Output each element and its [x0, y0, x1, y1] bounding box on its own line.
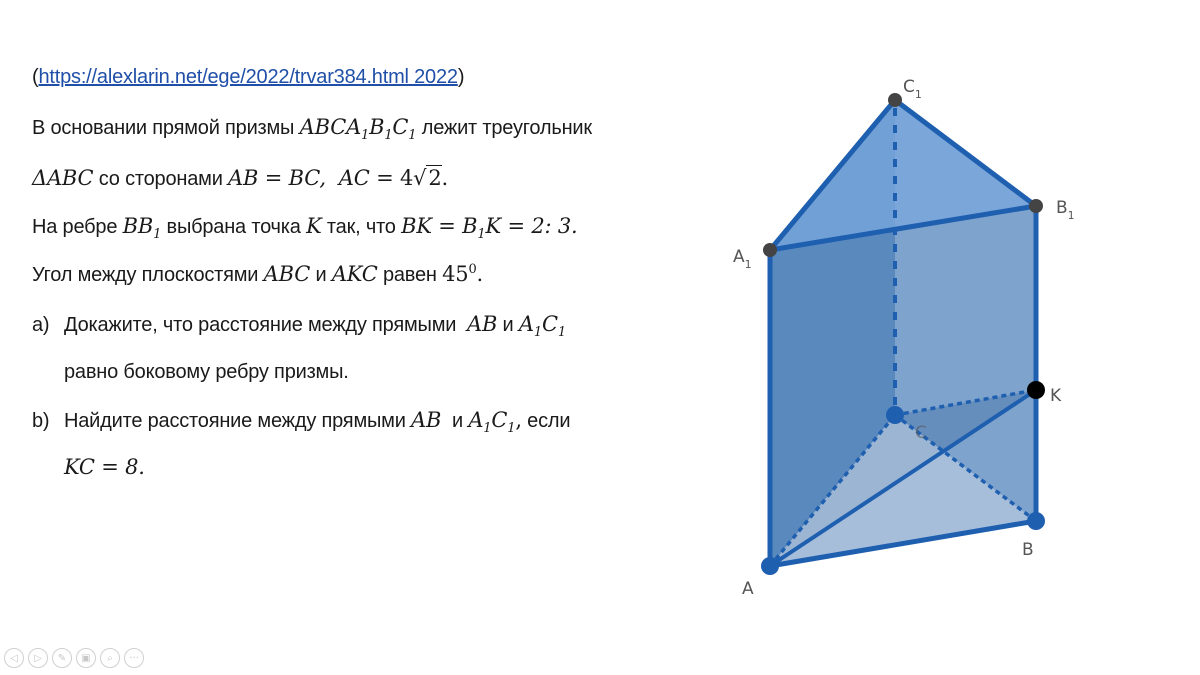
point-k-marker [1027, 381, 1045, 399]
triangle-name: ΔABC [32, 166, 94, 190]
item-b-cont: KC = 8. [64, 455, 145, 479]
item-b-text: Найдите расстояние между прямыми [64, 410, 406, 432]
next-icon[interactable]: ▷ [28, 648, 48, 668]
problem-line-4: Угол между плоскостями ABC и AKC равен $45^0$. [32, 262, 484, 286]
label-a: A [742, 579, 754, 599]
slides-icon[interactable]: ▣ [76, 648, 96, 668]
label-b1: $B_1$ [1056, 198, 1075, 222]
label-c: C [915, 423, 927, 443]
ratio: BK = $B_1K = 2$: 3. [401, 214, 578, 243]
line1-text: В основании прямой призмы [32, 117, 295, 139]
line2-text: со сторонами [98, 168, 223, 190]
problem-line-1 [32, 115, 592, 143]
label-a1: $A_1$ [733, 247, 752, 271]
line3-mid: выбрана точка [166, 216, 301, 238]
prism-name: $ABCA_1B_1C_1$ [299, 115, 417, 144]
label-b: B [1022, 540, 1034, 560]
problem-line-3 [32, 214, 578, 242]
item-a-text: Докажите, что расстояние между прямыми [64, 314, 457, 336]
line4-text: Угол между плоскостями [32, 264, 259, 286]
side-length: 4√2. [400, 166, 448, 190]
pen-icon[interactable]: ✎ [52, 648, 72, 668]
vertex-c [886, 406, 904, 424]
item-b: b) Найдите расстояние между прямыми AB и $A_1C_1$, если [32, 408, 571, 437]
point-k: K [306, 214, 322, 238]
line-ab: AB [466, 312, 498, 336]
more-icon[interactable]: ··· [124, 648, 144, 668]
item-a-marker: a) [32, 314, 50, 336]
item-b-end: если [527, 410, 571, 432]
slideshow-nav [4, 648, 144, 668]
item-a: a) Докажите, что расстояние между прямыми AB и $A_1C_1$ [32, 312, 566, 341]
label-c1: $C_1$ [903, 77, 922, 101]
problem-line-2 [32, 166, 448, 191]
vertex-a [761, 557, 779, 575]
prism-figure [700, 60, 1100, 620]
vertex-b1 [1029, 199, 1043, 213]
label-k: K [1050, 386, 1062, 406]
source-line: (https://alexlarin.net/ege/2022/trvar384.html 2022) [32, 66, 465, 88]
prev-icon[interactable]: ◁ [4, 648, 24, 668]
line-a1c1-b: $A_1C_1$ [468, 408, 516, 437]
angle-value: $45^0$. [442, 262, 484, 286]
zoom-icon[interactable]: ⌕ [100, 648, 120, 668]
plane-akc: AKC [331, 262, 378, 286]
source-link[interactable]: https://alexlarin.net/ege/2022/trvar384.html 2022 [38, 66, 458, 88]
edge-bb1: $BB_1$ [122, 214, 162, 243]
vertex-a1 [763, 243, 777, 257]
vertex-c1 [888, 93, 902, 107]
vertex-b [1027, 512, 1045, 530]
item-b-marker: b) [32, 410, 50, 432]
line1-end: лежит треугольник [421, 117, 592, 139]
line-ab-b: AB [411, 408, 442, 432]
line-a1c1: $A_1C_1$ [518, 312, 566, 341]
plane-abc: ABC [263, 262, 311, 286]
item-a-cont: равно боковому ребру призмы. [64, 361, 349, 383]
line3-end: так, что [326, 216, 396, 238]
line4-end: равен [382, 264, 437, 286]
side-equality: AB = BC, AC = [228, 166, 394, 190]
line3-text: На ребре [32, 216, 118, 238]
